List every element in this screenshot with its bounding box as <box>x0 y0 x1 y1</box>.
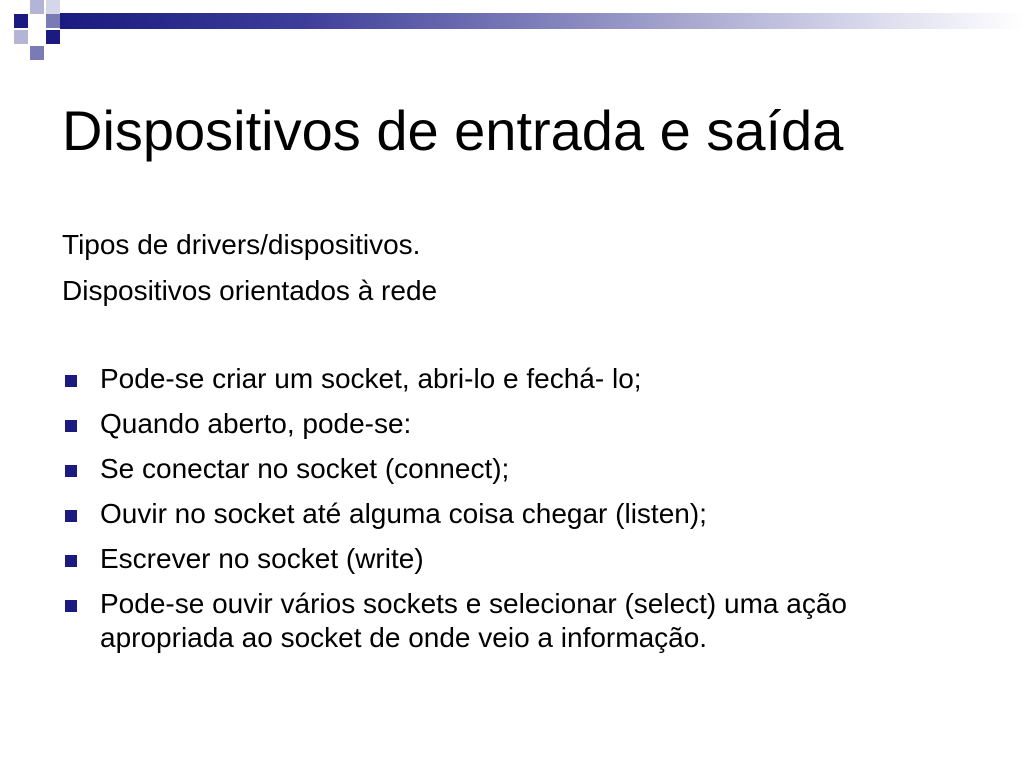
header-gradient-bar <box>60 13 1024 29</box>
bullet-list <box>62 362 962 666</box>
slide-title: Dispositivos de entrada e saída <box>62 99 844 162</box>
decor-square-mid <box>46 14 60 28</box>
intro-line: Tipos de drivers/dispositivos. <box>62 229 421 260</box>
bullet-item <box>62 362 962 396</box>
bullet-text: Pode-se ouvir vários sockets e selecionar (select) uma ação apropriada ao socket de onde veio a informação. <box>100 588 848 653</box>
square-bullet-icon <box>65 375 77 387</box>
bullet-text: Ouvir no socket até alguma coisa chegar (listen); <box>100 498 707 529</box>
bullet-text: Pode-se criar um socket, abri-lo e fechá- lo; <box>100 363 642 394</box>
bullet-item <box>62 497 962 531</box>
bullet-text: Se conectar no socket (connect); <box>100 453 510 484</box>
decor-square-dark <box>46 30 60 44</box>
intro-line: Dispositivos orientados à rede <box>62 275 438 306</box>
square-bullet-icon <box>65 510 77 522</box>
square-bullet-icon <box>65 465 77 477</box>
bullet-text: Escrever no socket (write) <box>100 543 424 574</box>
bullet-item <box>62 407 962 441</box>
decor-square-pale <box>46 0 60 14</box>
decor-square-light <box>30 0 44 14</box>
decor-square-mid <box>30 46 44 60</box>
square-bullet-icon <box>65 555 77 567</box>
square-bullet-icon <box>65 420 77 432</box>
decor-square-light <box>14 30 28 44</box>
bullet-item <box>62 452 962 486</box>
square-bullet-icon <box>65 600 77 612</box>
bullet-item <box>62 542 962 576</box>
bullet-text: Quando aberto, pode-se: <box>100 408 412 439</box>
bullet-item <box>62 587 962 655</box>
decor-square-dark <box>14 14 28 28</box>
